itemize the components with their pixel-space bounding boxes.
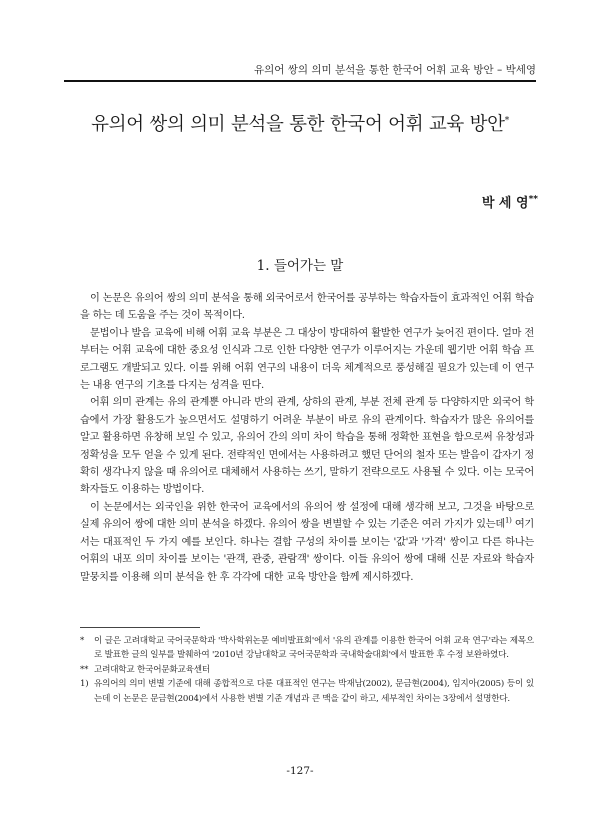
footnote-author bbox=[80, 663, 534, 677]
section-heading: 1. 들어가는 말 bbox=[256, 258, 344, 274]
author-footnote-mark: ** bbox=[528, 194, 538, 205]
paragraph-4-part-2: 여기서는 대표적인 두 가지 예를 보인다. 하나는 결합 구성의 차이를 보이는 '값'과 '가격' 쌍이고 다른 하나는 어휘의 내포 의미 차이를 보이는 '관객, 관중, 관람객' 쌍이다. 이들 유의어 쌍에 대해 신문 자료와 학습자 말뭉치를 이용해 의미 분석을 한 후 각각에 대한 교육 방안을 함께 제시하겠다. bbox=[80, 519, 534, 583]
author-name: 박 세 영 bbox=[481, 196, 529, 211]
running-header: 유의어 쌍의 의미 분석을 통한 한국어 어휘 교육 방안 – 박세영 bbox=[253, 64, 536, 76]
footnote-1 bbox=[80, 677, 534, 706]
footnote-mark: * bbox=[80, 636, 85, 646]
footnote-rule bbox=[80, 627, 200, 628]
footnote-text: 유의어의 의미 변별 기준에 대해 종합적으로 다룬 대표적인 연구는 박재남(2002), 문금현(2004), 임지아(2005) 등이 있는데 이 논문은 문금현(2004)에서 사용한 변별 기준 개념과 큰 맥을 같이 하고, 세부적인 차이는 3장에서 설명한다. bbox=[94, 679, 534, 704]
footnote-mark: ** bbox=[80, 664, 89, 675]
body-text bbox=[80, 290, 534, 586]
paragraph-1: 이 논문은 유의어 쌍의 의미 분석을 통해 외국어로서 한국어를 공부하는 학습자들이 효과적인 어휘 학습을 하는 데 도움을 주는 것이 목적이다. bbox=[80, 293, 534, 322]
footnotes bbox=[80, 634, 534, 706]
header-rule bbox=[64, 80, 536, 82]
footnote-ref-1[interactable]: 1) bbox=[504, 516, 512, 525]
footnote-title bbox=[80, 634, 534, 663]
footnote-mark: 1) bbox=[80, 679, 89, 690]
footnote-text: 이 글은 고려대학교 국어국문학과 '박사학위논문 예비발표회'에서 '유의 관계를 이용한 한국어 어휘 교육 연구'라는 제목으로 발표한 글의 일부를 발췌하여 '2010년 강남대학교 국어국문학과 국내학술대회'에서 발표한 후 수정 보완하였다. bbox=[94, 636, 534, 661]
paragraph-4-part-1: 이 논문에서는 외국인을 위한 한국어 교육에서의 유의어 쌍 설정에 대해 생각해 보고, 그것을 바탕으로 실제 유의어 쌍에 대한 의미 분석을 하겠다. 유의어 쌍을 변별할 수 있는 기준은 여러 가지가 있는데 bbox=[80, 501, 534, 531]
paper-title bbox=[0, 110, 600, 136]
paper-title-text: 유의어 쌍의 의미 분석을 통한 한국어 어휘 교육 방안 bbox=[91, 114, 505, 135]
footnote-text: 고려대학교 한국어문화교육센터 bbox=[94, 664, 210, 675]
title-footnote-mark: * bbox=[504, 115, 509, 126]
paragraph-3: 어휘 의미 관계는 유의 관계뿐 아니라 반의 관계, 상하의 관계, 부분 전체 관계 등 다양하지만 외국어 학습에서 가장 활용도가 높으면서도 설명하기 어려운 부분이 바로 유의 관계이다. 학습자가 많은 유의어를 알고 활용하면 유창해 보일 수 있고, 유의어 간의 의미 차이 학습을 통해 정확한 표현을 함으로써 유창성과 정확성을 모두 얻을 수 있게 된다. 전략적인 면에서는 사용하려고 했던 단어의 철자 또는 발음이 갑자기 정확히 생각나지 않을 때 유의어로 대체해서 사용하는 쓰기, 말하기 전략으로도 사용될 수 있다. 이는 모국어 화자들도 이용하는 방법이다. bbox=[80, 397, 534, 496]
paragraph-2: 문법이나 발음 교육에 비해 어휘 교육 부분은 그 대상이 방대하여 활발한 연구가 늦어진 편이다. 얼마 전부터는 어휘 교육에 대한 중요성 인식과 그로 인한 다양한 연구가 이루어지는 가운데 웹기반 어휘 학습 프로그램도 개발되고 있다. 이를 위해 어휘 연구의 내용이 더욱 체계적으로 풍성해질 필요가 있는데 이 연구는 내용 연구의 기초를 다지는 성격을 띤다. bbox=[80, 327, 534, 392]
author bbox=[482, 192, 538, 211]
paragraph-4 bbox=[80, 499, 534, 586]
page-number: -127- bbox=[286, 765, 314, 777]
